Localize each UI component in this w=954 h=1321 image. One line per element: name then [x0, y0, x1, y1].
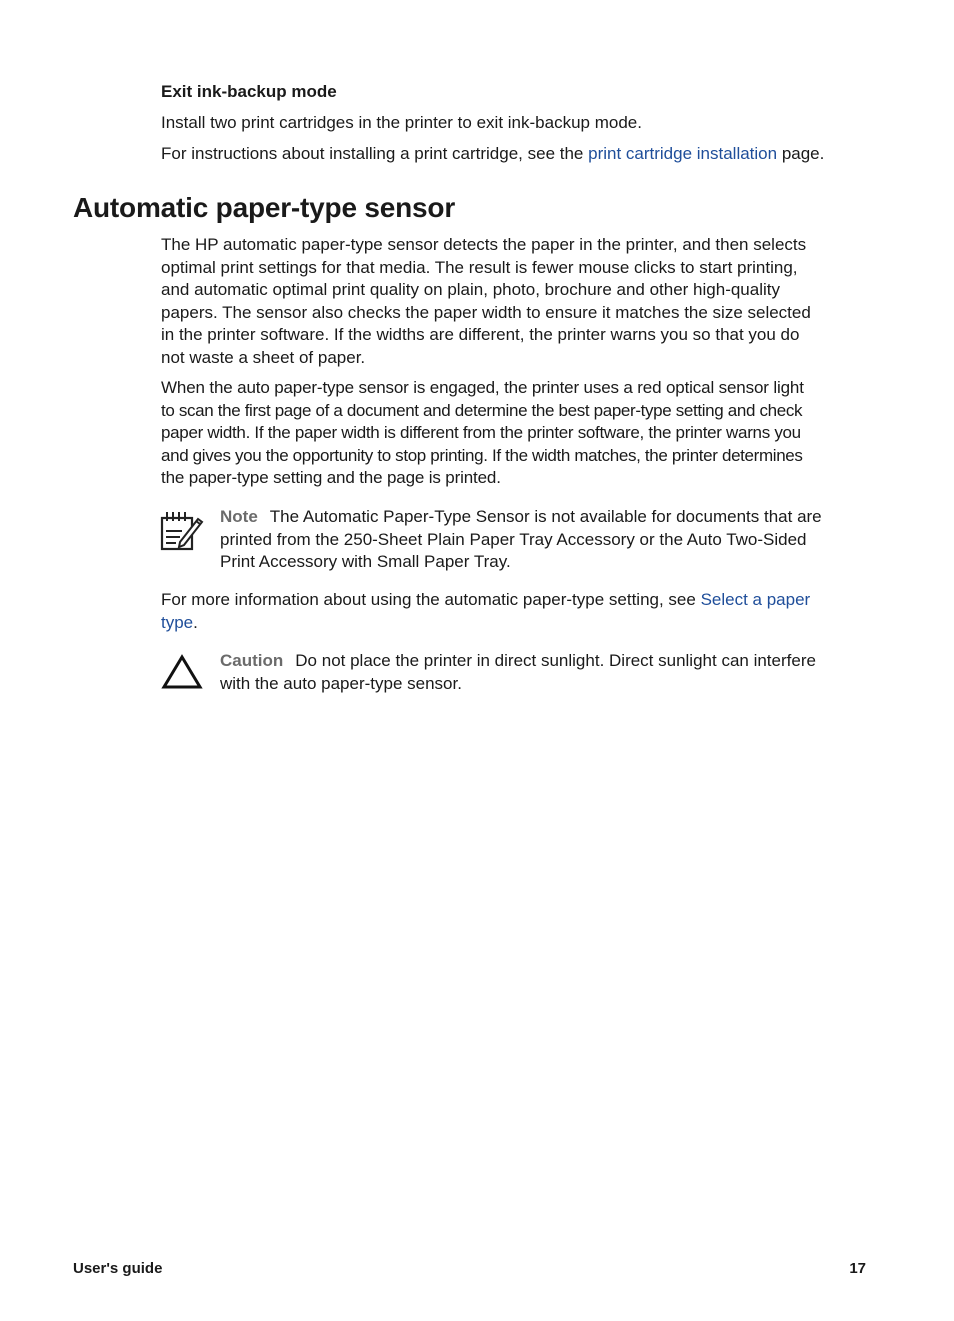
text-line: and gives you the opportunity to stop printing. If the width matches, the printer determines: [161, 445, 803, 465]
sensor-operation-paragraph: [161, 377, 871, 490]
warning-triangle-icon: [161, 654, 203, 690]
note-line: [220, 506, 874, 529]
exit-ink-backup-paragraph: Install two print cartridges in the printer to exit ink-backup mode.: [161, 113, 642, 132]
cartridge-instructions-paragraph: [161, 143, 871, 166]
text-line: [161, 612, 871, 635]
text-line: and automatic optimal print quality on plain, photo, brochure and other high-quality: [161, 280, 780, 299]
text-line: the paper-type setting and the page is printed.: [161, 468, 501, 487]
select-paper-type-link-continued[interactable]: type: [161, 612, 194, 632]
note-admonition: [220, 506, 874, 574]
text-line: papers. The sensor also checks the paper width to ensure it matches the size selected: [161, 302, 811, 322]
text-line: not waste a sheet of paper.: [161, 347, 366, 367]
sensor-intro-paragraph: [161, 234, 871, 369]
caution-line: with the auto paper-type sensor.: [220, 673, 462, 693]
cartridge-instructions-suffix: page.: [777, 144, 825, 163]
more-info-paragraph: [161, 589, 871, 634]
caution-line: [220, 650, 874, 673]
text-line: in the printer software. If the widths are different, the printer warns you so that you do: [161, 325, 800, 344]
footer-guide-title: User's guide: [73, 1260, 163, 1277]
text-line: The HP automatic paper-type sensor detects the paper in the printer, and then selects: [161, 235, 807, 254]
caution-label: Caution: [220, 651, 284, 670]
more-info-text: For more information about using the automatic paper-type setting, see: [161, 590, 701, 609]
note-line: Print Accessory with Small Paper Tray.: [220, 552, 511, 571]
print-cartridge-installation-link[interactable]: print cartridge installation: [588, 144, 778, 163]
select-paper-type-link[interactable]: Select a paper: [700, 590, 811, 609]
caution-admonition: [220, 650, 874, 695]
text-line: [161, 589, 871, 612]
cartridge-instructions-text: For instructions about installing a print cartridge, see the: [161, 144, 589, 163]
note-pad-icon: [160, 509, 204, 551]
note-line: printed from the 250-Sheet Plain Paper Tray Accessory or the Auto Two-Sided: [220, 529, 807, 549]
caution-text: Do not place the printer in direct sunlight. Direct sunlight can interfere: [295, 651, 816, 670]
section-title: Automatic paper-type sensor: [73, 192, 456, 223]
more-info-suffix: .: [193, 612, 198, 632]
page-number: 17: [849, 1260, 866, 1277]
text-line: optimal print settings for that media. The result is fewer mouse clicks to start printing,: [161, 257, 798, 277]
note-label: Note: [220, 507, 258, 526]
note-text: The Automatic Paper-Type Sensor is not available for documents that are: [269, 507, 822, 526]
text-line: When the auto paper-type sensor is engaged, the printer uses a red optical sensor light: [161, 378, 804, 397]
text-line: to scan the first page of a document and determine the best paper-type setting and check: [161, 400, 803, 420]
text-line: paper width. If the paper width is different from the printer software, the printer warns you: [161, 423, 801, 442]
exit-ink-backup-heading: Exit ink-backup mode: [161, 82, 337, 101]
